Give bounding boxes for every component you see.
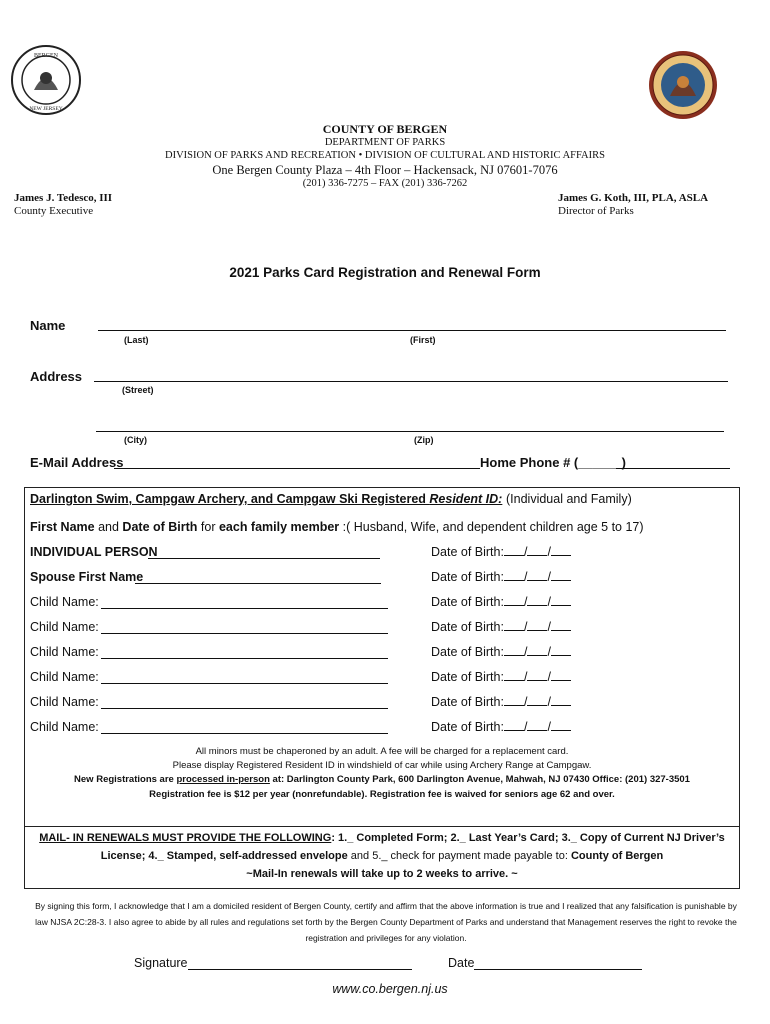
svg-text:BERGEN: BERGEN: [34, 53, 58, 59]
resident-id-heading: Darlington Swim, Campgaw Archery, and Campgaw Ski Registered Resident ID:: [30, 492, 503, 506]
county-heading: COUNTY OF BERGEN: [322, 122, 448, 136]
svg-text:NEW JERSEY: NEW JERSEY: [29, 106, 63, 112]
child-name-label: Child Name:: [30, 695, 99, 709]
disclaimer: By signing this form, I acknowledge that I am a domiciled resident of Bergen County, certify and affirm that the above information is true and I realized that any falsification is punishable by law NJSA 2C:28-3. I also agree to abide by all rules and regulations set forth by the Bergen County Department of Parks and understand that Management reserves the right to revoke the registration and privileges for any violation.: [35, 901, 737, 943]
director-title: Director of Parks: [558, 205, 634, 217]
child-name-label: Child Name:: [30, 645, 99, 659]
street-caption: (Street): [122, 385, 154, 395]
windshield-note: Please display Registered Resident ID in windshield of car while using Archery Range at Campgaw.: [172, 760, 592, 771]
child-name-field[interactable]: [101, 633, 388, 634]
name-label: Name: [30, 318, 66, 333]
fee-note: Registration fee is $12 per year (nonrefundable). Registration fee is waived for seniors age 62 and over.: [149, 789, 615, 800]
parks-department-seal-logo: [648, 50, 718, 120]
county-executive-title: County Executive: [14, 205, 94, 217]
form-title: 2021 Parks Card Registration and Renewal Form: [229, 265, 541, 280]
city-zip-field[interactable]: [96, 431, 724, 432]
last-name-caption: (Last): [124, 335, 149, 345]
address-label: Address: [30, 369, 83, 384]
street-field[interactable]: [94, 381, 728, 382]
department-heading: DEPARTMENT OF PARKS: [324, 137, 446, 148]
child-name-field[interactable]: [101, 733, 388, 734]
child-name-label: Child Name:: [30, 595, 99, 609]
city-caption: (City): [124, 435, 147, 445]
child-dob[interactable]: Date of Birth: / /: [431, 620, 571, 634]
email-field[interactable]: [114, 468, 480, 469]
child-name-field[interactable]: [101, 708, 388, 709]
divisions-heading: DIVISION OF PARKS AND RECREATION • DIVISION OF CULTURAL AND HISTORIC AFFAIRS: [165, 150, 605, 161]
home-phone-label: Home Phone # (______): [480, 455, 626, 470]
spouse-field[interactable]: [135, 583, 381, 584]
director-name: James G. Koth, III, PLA, ASLA: [558, 192, 709, 204]
in-person-note: New Registrations are processed in-person at: Darlington County Park, 600 Darlington Avenue, Mahwah, NJ 07430 Office: (201) 327-3501: [74, 774, 690, 785]
child-dob[interactable]: Date of Birth: / /: [431, 595, 571, 609]
mail-in-line-2: License; 4._ Stamped, self-addressed envelope and 5._ check for payment made payable to: County of Bergen: [100, 850, 664, 862]
individual-family-note: (Individual and Family): [506, 492, 632, 506]
child-dob[interactable]: Date of Birth: / /: [431, 720, 571, 734]
home-phone-field[interactable]: [616, 468, 730, 469]
website-link[interactable]: www.co.bergen.nj.us: [332, 982, 448, 996]
child-name-label: Child Name:: [30, 720, 99, 734]
date-label: Date: [448, 956, 475, 970]
mail-in-timing: ~Mail-In renewals will take up to 2 weeks to arrive. ~: [246, 868, 518, 880]
first-name-caption: (First): [410, 335, 436, 345]
individual-person-label: INDIVIDUAL PERSON: [30, 545, 158, 559]
office-phone: (201) 336-7275 – FAX (201) 336-7262: [302, 178, 468, 189]
child-name-field[interactable]: [101, 608, 388, 609]
family-instructions: First Name and Date of Birth for each family member :( Husband, Wife, and dependent children age 5 to 17): [30, 520, 644, 534]
mail-in-line-1: MAIL- IN RENEWALS MUST PROVIDE THE FOLLOWING: 1._ Completed Form; 2._ Last Year’s Card; 3._ Copy of Current NJ Driver’s: [39, 832, 725, 844]
county-seal-logo: [10, 44, 82, 116]
mail-in-divider: [24, 826, 740, 827]
office-address: One Bergen County Plaza – 4th Floor – Hackensack, NJ 07601-7076: [212, 163, 558, 177]
signature-label: Signature: [134, 956, 188, 970]
email-label: E-Mail Address: [30, 455, 124, 470]
child-name-field[interactable]: [101, 658, 388, 659]
child-dob[interactable]: Date of Birth: / /: [431, 695, 571, 709]
spouse-dob[interactable]: Date of Birth: / /: [431, 570, 571, 584]
individual-dob[interactable]: Date of Birth: / /: [431, 545, 571, 559]
county-executive-name: James J. Tedesco, III: [14, 192, 113, 204]
zip-caption: (Zip): [414, 435, 434, 445]
date-field[interactable]: [474, 969, 642, 970]
signature-field[interactable]: [188, 969, 412, 970]
child-name-field[interactable]: [101, 683, 388, 684]
child-name-label: Child Name:: [30, 670, 99, 684]
individual-person-field[interactable]: [148, 558, 380, 559]
spouse-label: Spouse First Name: [30, 570, 144, 584]
name-field[interactable]: [98, 330, 726, 331]
chaperone-note: All minors must be chaperoned by an adult. A fee will be charged for a replacement card.: [195, 746, 569, 757]
child-dob[interactable]: Date of Birth: / /: [431, 670, 571, 684]
child-dob[interactable]: Date of Birth: / /: [431, 645, 571, 659]
child-name-label: Child Name:: [30, 620, 99, 634]
